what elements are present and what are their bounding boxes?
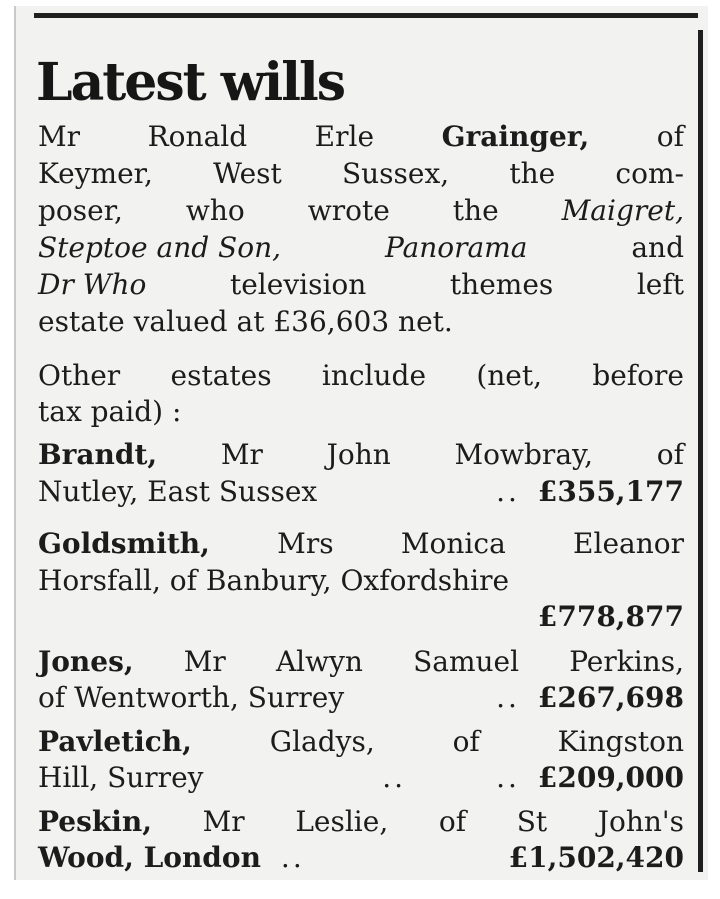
title-maigret: Maigret, [561, 194, 684, 227]
entry-amount: £778,877 [537, 600, 684, 633]
intro-line-1: Mr Ronald Erle Grainger, of [38, 117, 684, 157]
column-rule [698, 30, 703, 872]
entry-surname: Peskin, [38, 805, 153, 838]
entry-brandt-line-2: Nutley, East Sussex .. £355,177 [38, 472, 684, 512]
others-line-1: Other estates include (net, before [38, 359, 684, 392]
title-dr-who: Dr Who [38, 268, 147, 301]
title-steptoe: Steptoe and Son, [38, 231, 282, 264]
intro-line-5: Dr Who television themes left [38, 265, 684, 305]
entry-surname: Jones, [38, 645, 134, 678]
entry-goldsmith-line-3 [38, 597, 684, 637]
entry-place: Wood, London [38, 841, 261, 874]
entry-surname: Pavletich, [38, 725, 192, 758]
entry-pavletich-line-2: Hill, Surrey .. .. £209,000 [38, 758, 684, 798]
entry-jones-line-2: of Wentworth, Surrey .. £267,698 [38, 678, 684, 718]
title-panorama: Panorama [384, 231, 528, 264]
entry-brandt-line-1: Brandt, Mr John Mowbray, of [38, 435, 684, 475]
entry-peskin-line-2: Wood, London .. £1,502,420 [38, 838, 684, 878]
headline: Latest wills [36, 52, 345, 113]
entry-peskin-line-1: Peskin, Mr Leslie, of St John's [38, 802, 684, 842]
entry-goldsmith-line-1: Goldsmith, Mrs Monica Eleanor [38, 524, 684, 564]
others-line-2: tax paid) : [38, 395, 182, 428]
entry-jones-line-1: Jones, Mr Alwyn Samuel Perkins, [38, 642, 684, 682]
top-rule [34, 13, 698, 18]
intro-line-3: poser, who wrote the Maigret, [38, 191, 684, 231]
entry-amount: £209,000 [537, 761, 684, 794]
intro-line-4: Steptoe and Son, Panorama and [38, 228, 684, 268]
entry-amount: £267,698 [537, 681, 684, 714]
entry-surname: Goldsmith, [38, 527, 210, 560]
entry-pavletich-line-1: Pavletich, Gladys, of Kingston [38, 722, 684, 762]
intro-line-6: estate valued at £36,603 net. [38, 305, 453, 338]
entry-amount: £1,502,420 [508, 841, 684, 874]
intro-line-2: Keymer, West Sussex, the com- [38, 157, 684, 190]
entry-amount: £355,177 [537, 475, 684, 508]
entry-surname: Brandt, [38, 438, 158, 471]
intro-surname: Grainger, [441, 120, 590, 153]
entry-goldsmith-line-2: Horsfall, of Banbury, Oxfordshire [38, 564, 510, 597]
